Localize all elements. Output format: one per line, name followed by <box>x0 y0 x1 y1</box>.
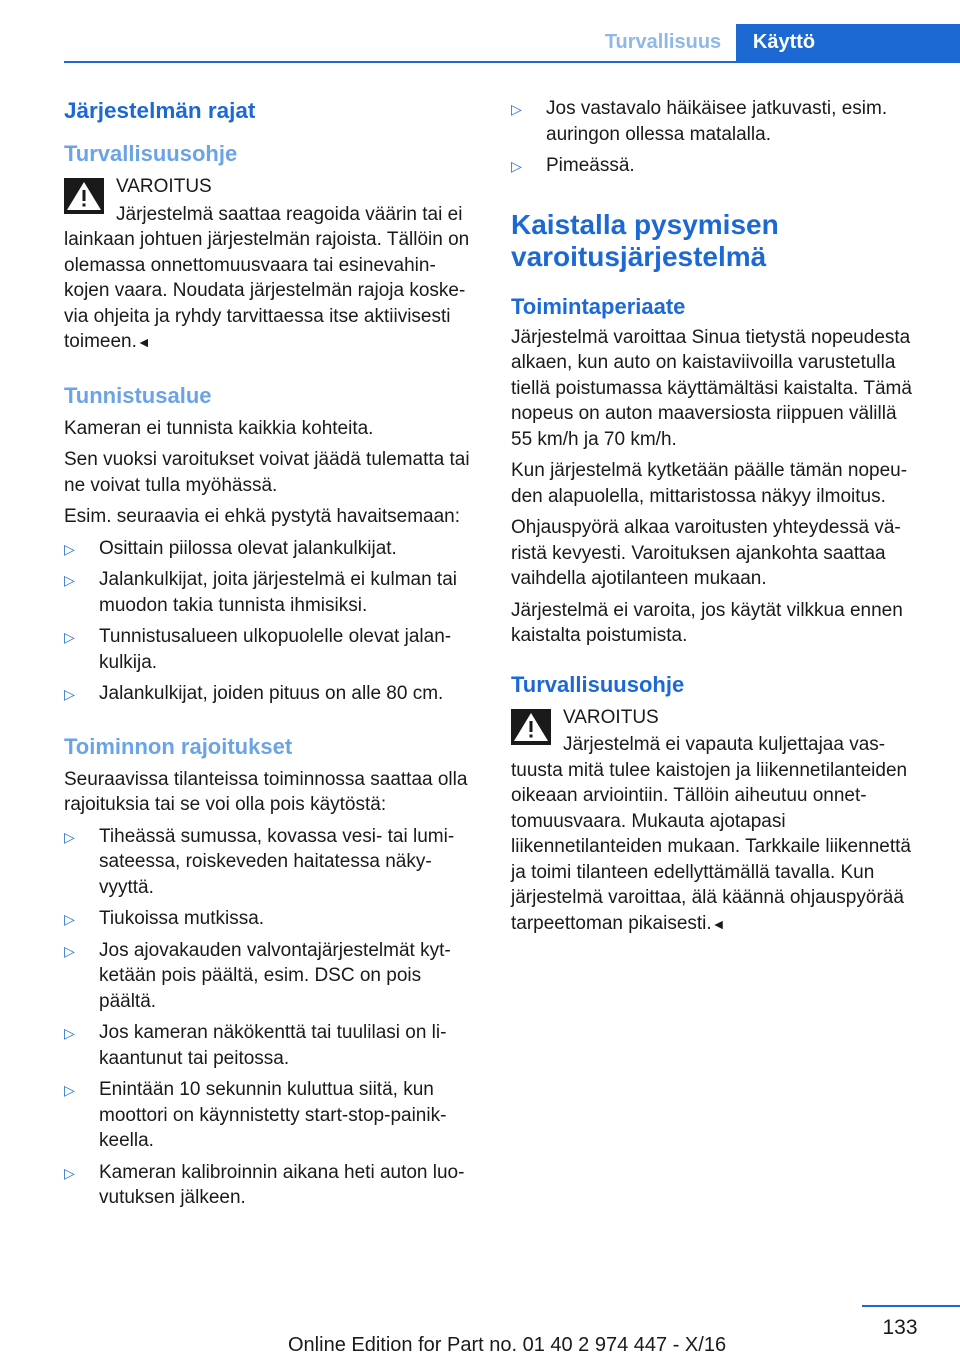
limits-list <box>64 824 474 1211</box>
page-number: 133 <box>882 1316 918 1339</box>
header-section-tab: Turvallisuus <box>604 31 722 53</box>
bullet-triangle-icon: ▷ <box>64 629 75 645</box>
bullet-triangle-icon: ▷ <box>64 1025 75 1041</box>
header-active-tab-label: Käyttö <box>752 31 816 53</box>
list-item: ▷ Tiukoissa mutkissa. <box>64 906 474 932</box>
limits-intro: Seuraavissa tilanteissa toiminnossa saattaa olla rajoituksia tai se voi olla pois käytöstä: <box>64 768 468 815</box>
bullet-triangle-icon: ▷ <box>64 540 75 557</box>
warning-text-right: Järjestelmä ei vapauta kuljettajaa vastuusta mitä tulee kaistojen ja liikennetilanteiden oikeaan arviointiin. Tällöin aiheutuu onnettomuusvaara. Mukauta ajotapasi liikennetilanteiden mukaan. Tarkkaile liikennettä ja toimi tilanteen edellyttämällä tavalla. Kun järjestelmä varoittaa, älä käännä ohjauspyörää tarpeettoman pikaisesti.◄ <box>511 734 911 934</box>
bullet-triangle-icon: ▷ <box>64 942 75 959</box>
list-item: ▷ Jos ajovakauden valvontajärjestelmät kytketään pois päältä, esim. DSC on pois päältä. <box>64 939 451 1012</box>
warning-title-right: VAROITUS <box>563 706 659 728</box>
principle-paragraph-2: Kun järjestelmä kytketään päälle tämän nopeuden alapuolella, mittaristossa näkyy ilmoitus. <box>511 460 908 507</box>
list-item: ▷ Osittain piilossa olevat jalankulkijat. <box>64 536 474 562</box>
list-item: ▷ Pimeässä. <box>511 153 921 179</box>
right-column <box>511 96 921 945</box>
principle-paragraph-3: Ohjauspyörä alkaa varoitusten yhteydessä väristä kevyesti. Varoituksen ajankohta saattaa vaihdella ajotilanteen mukaan. <box>511 517 901 589</box>
warning-block-right <box>511 705 921 938</box>
bullet-triangle-icon: ▷ <box>64 1082 75 1098</box>
list-item: ▷ Jalankulkijat, joiden pituus on alle 80 cm. <box>64 681 474 707</box>
bullet-triangle-icon: ▷ <box>64 572 75 588</box>
header-active-tab <box>736 24 960 61</box>
bullet-triangle-icon: ▷ <box>64 911 75 927</box>
section-title-system-limits: Järjestelmän rajat <box>64 98 256 123</box>
detection-paragraph-2: Sen vuoksi varoitukset voivat jäädä tulematta tai ne voivat tulla myöhässä. <box>64 449 470 496</box>
list-item: ▷ Jalankulkijat, joita järjestelmä ei kulman tai muodon takia tunnista ihmisiksi. <box>64 569 457 616</box>
safety-heading-left: Turvallisuusohje <box>64 141 238 166</box>
detection-heading: Tunnistusalue <box>64 382 212 408</box>
warning-title-left: VAROITUS <box>116 176 212 197</box>
safety-heading-right: Turvallisuusohje <box>511 671 685 697</box>
detection-list <box>64 536 474 707</box>
detection-paragraph-1: Kameran ei tunnista kaikkia kohteita. <box>64 417 374 439</box>
list-item: ▷ Tunnistusalueen ulkopuolelle olevat jalankulkija. <box>64 626 452 673</box>
warning-text-left: Järjestelmä saattaa reagoida väärin tai ei lainkaan johtuen järjestelmän rajoista. Tällöin on olemassa onnettomuusvaara tai esinevahinkojen vaara. Noudata järjestelmän rajoja koskevia ohjeita ja ryhdy tarvittaessa itse aktiivisesti toimeen.◄ <box>64 203 470 352</box>
list-item: ▷ Tiheässä sumussa, kovassa vesi- tai lumisateessa, roiskeveden haitatessa näkyvyyttä. <box>64 825 455 898</box>
warning-triangle-icon <box>64 178 104 214</box>
principle-heading: Toimintaperiaate <box>511 293 686 319</box>
list-item: ▷ Kameran kalibroinnin aikana heti auton luovutuksen jälkeen. <box>64 1161 465 1208</box>
warning-triangle-icon <box>511 709 551 745</box>
bullet-triangle-icon: ▷ <box>511 101 522 117</box>
left-column <box>64 96 474 1219</box>
principle-paragraph-1: Järjestelmä varoittaa Sinua tietystä nopeudesta alkaen, kun auto on kaistaviivoilla varustetulla tiellä poistumassa käyttämältäsi kaistalta. Tämä nopeus on auton maaversiosta riippuen välillä 55 km/h ja 70 km/h. <box>511 326 912 450</box>
end-mark-right: ◄ <box>711 915 726 932</box>
warning-block-left <box>64 174 474 356</box>
bullet-triangle-icon: ▷ <box>64 686 75 702</box>
bullet-triangle-icon: ▷ <box>64 1164 75 1181</box>
header-rule <box>64 61 960 63</box>
principle-paragraph-4: Järjestelmä ei varoita, jos käytät vilkkua ennen kaistalta poistumista. <box>511 599 903 646</box>
limits-heading: Toiminnon rajoitukset <box>64 733 293 759</box>
end-mark-left: ◄ <box>136 334 151 350</box>
section-title-lane-departure: Kaistalla pysymisen varoitusjärjestelmä <box>511 208 779 272</box>
detection-paragraph-3: Esim. seuraavia ei ehkä pystytä havaitsemaan: <box>64 506 461 527</box>
bullet-triangle-icon: ▷ <box>64 828 75 845</box>
bullet-triangle-icon: ▷ <box>511 158 522 174</box>
list-item: ▷ Jos kameran näkökenttä tai tuulilasi on likaantunut tai peitossa. <box>64 1022 447 1069</box>
continued-limits-list <box>511 96 921 179</box>
list-item: ▷ Enintään 10 sekunnin kuluttua siitä, kun moottori on käynnistetty start-stop-painikkeella. <box>64 1079 447 1151</box>
edition-footer: Online Edition for Part no. 01 40 2 974 447 - X/16 <box>288 1334 727 1356</box>
list-item: ▷ Jos vastavalo häikäisee jatkuvasti, esim. auringon ollessa matalalla. <box>511 98 888 145</box>
footer-rule <box>862 1305 960 1307</box>
